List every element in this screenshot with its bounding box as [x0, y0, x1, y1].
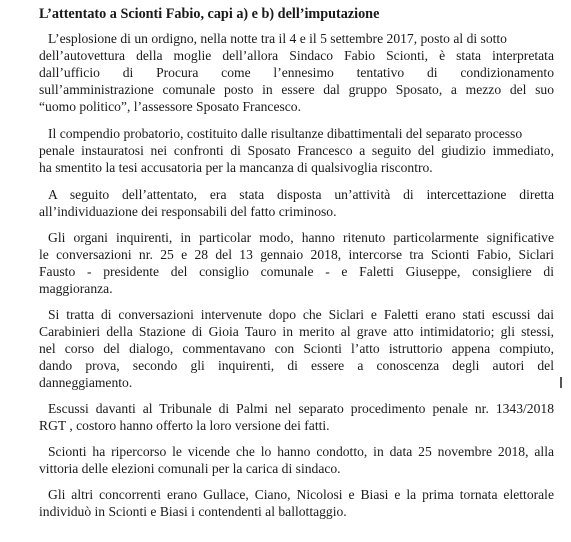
text-line: “uomo politico”, l’assessore Sposato Francesco.	[39, 99, 301, 114]
text-line: dando prova, secondo gli inquirenti, di essere a conoscenza degli autori del	[39, 358, 554, 373]
text-line: Fausto - presidente del consiglio comunale - e Faletti Giuseppe, consigliere di	[39, 264, 554, 279]
text-line: penale instauratosi nei confronti di Sposato Francesco a seguito del giudizio immediato,	[39, 143, 554, 158]
text-line: Gli altri concorrenti erano Gullace, Ciano, Nicolosi e Biasi e la prima tornata elettorale	[48, 487, 554, 502]
text-line: individuò in Scionti e Biasi i contendenti al ballottaggio.	[39, 504, 347, 519]
text-line: maggioranza.	[39, 281, 113, 296]
text-line: A seguito dell’attentato, era stata disposta un’attività di intercettazione diretta	[48, 187, 554, 202]
text-line: dall’ufficio di Procura come l’ennesimo tentativo di condizionamento	[39, 65, 554, 80]
text-line: Si tratta di conversazioni intervenute dopo che Siclari e Faletti erano stati escussi dai	[48, 307, 554, 322]
margin-mark	[560, 377, 562, 388]
text-line: vittoria delle elezioni comunali per la carica di sindaco.	[39, 461, 341, 476]
text-line: all’individuazione dei responsabili del fatto criminoso.	[39, 204, 337, 219]
text-line: dell’autovettura della moglie dell’allora Sindaco Fabio Scionti, è stata interpretata	[39, 48, 554, 63]
text-line: L’esplosione di un ordigno, nella notte tra il 4 e il 5 settembre 2017, posto al di sotto	[48, 31, 507, 46]
text-line: ha smentito la tesi accusatoria per la mancanza di qualsivoglia riscontro.	[39, 160, 433, 175]
text-line: Carabinieri della Stazione di Gioia Tauro in merito al grave atto intimidatorio; gli stessi,	[39, 324, 554, 339]
section-title: L’attentato a Scionti Fabio, capi a) e b) dell’imputazione	[39, 6, 380, 22]
text-line: Il compendio probatorio, costituito dalle risultanze dibattimentali del separato processo	[48, 126, 523, 141]
text-line: sull’amministrazione comunale posto in essere dal gruppo Sposato, a mezzo del suo	[39, 82, 554, 97]
text-line: danneggiamento.	[39, 375, 133, 390]
text-line: nel corso del dialogo, commentavano con Scionti l’atto istruttorio appena compiuto,	[39, 341, 554, 356]
text-line: le conversazioni nr. 25 e 28 del 13 gennaio 2018, intercorse tra Scionti Fabio, Siclari	[39, 247, 554, 262]
text-line: Gli organi inquirenti, in particolar modo, hanno ritenuto particolarmente significative	[48, 230, 554, 245]
text-line: RGT , costoro hanno offerto la loro versione dei fatti.	[39, 418, 330, 433]
text-line: Escussi davanti al Tribunale di Palmi nel separato procedimento penale nr. 1343/2018	[48, 401, 554, 416]
text-line: Scionti ha ripercorso le vicende che lo hanno condotto, in data 25 novembre 2018, alla	[48, 444, 554, 459]
